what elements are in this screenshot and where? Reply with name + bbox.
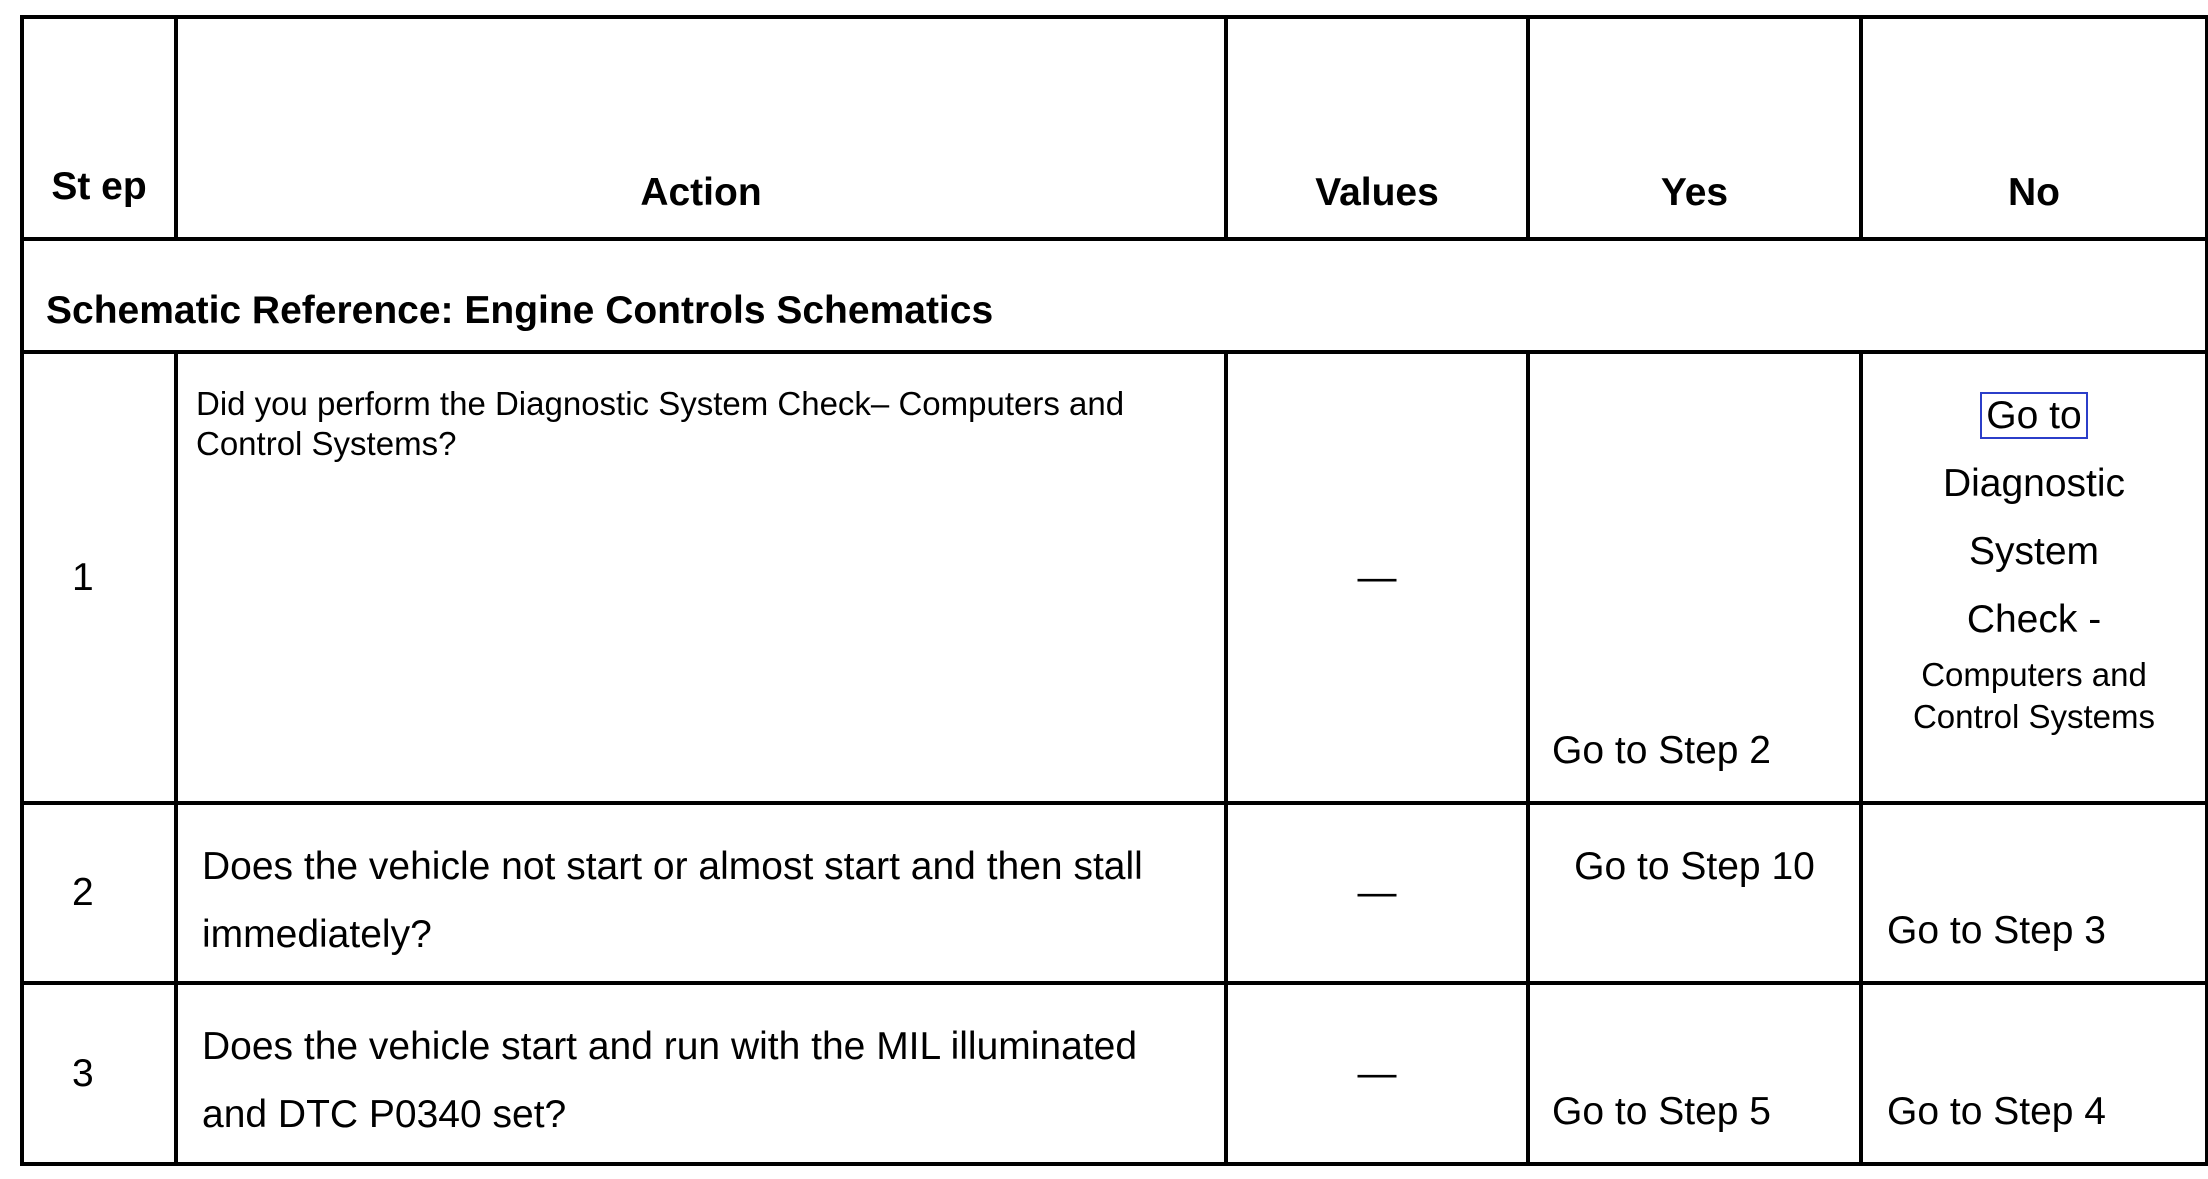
yes-link[interactable]: Go to Step 5 — [1528, 983, 1861, 1164]
no-link-line[interactable]: Diagnostic — [1942, 462, 2126, 505]
schematic-reference-row — [22, 239, 2207, 352]
values-cell: — — [1226, 803, 1528, 983]
no-link-line[interactable]: Computers and Control Systems — [1912, 656, 2156, 735]
no-link-line[interactable]: Check - — [1966, 598, 2102, 641]
values-cell: — — [1226, 983, 1528, 1164]
no-link[interactable]: Go to Step 4 — [1861, 983, 2207, 1164]
header-no: No — [1861, 17, 2207, 239]
action-text: Did you perform the Diagnostic System Check– Computers and Control Systems? — [176, 352, 1226, 803]
step-number: 2 — [22, 803, 176, 983]
header-row — [22, 17, 2207, 239]
no-link[interactable]: Go to Step 3 — [1861, 803, 2207, 983]
no-cell — [1861, 352, 2207, 803]
yes-link[interactable]: Go to Step 2 — [1528, 352, 1861, 803]
step-number: 1 — [22, 352, 176, 803]
action-text: Does the vehicle not start or almost start and then stall immediately? — [176, 803, 1226, 983]
table-row — [22, 352, 2207, 803]
table-row — [22, 803, 2207, 983]
header-yes: Yes — [1528, 17, 1861, 239]
step-number: 3 — [22, 983, 176, 1164]
header-values: Values — [1226, 17, 1528, 239]
action-text: Does the vehicle start and run with the MIL illuminated and DTC P0340 set? — [176, 983, 1226, 1164]
yes-link[interactable]: Go to Step 10 — [1528, 803, 1861, 983]
no-link-go-to[interactable]: Go to — [1980, 392, 2087, 439]
header-step: St ep — [22, 17, 176, 239]
diagnostic-table — [20, 15, 2208, 1166]
table-row — [22, 983, 2207, 1164]
header-action: Action — [176, 17, 1226, 239]
schematic-reference: Schematic Reference: Engine Controls Schematics — [22, 239, 2207, 352]
no-link-line[interactable]: System — [1968, 530, 2100, 573]
values-cell: — — [1226, 352, 1528, 803]
